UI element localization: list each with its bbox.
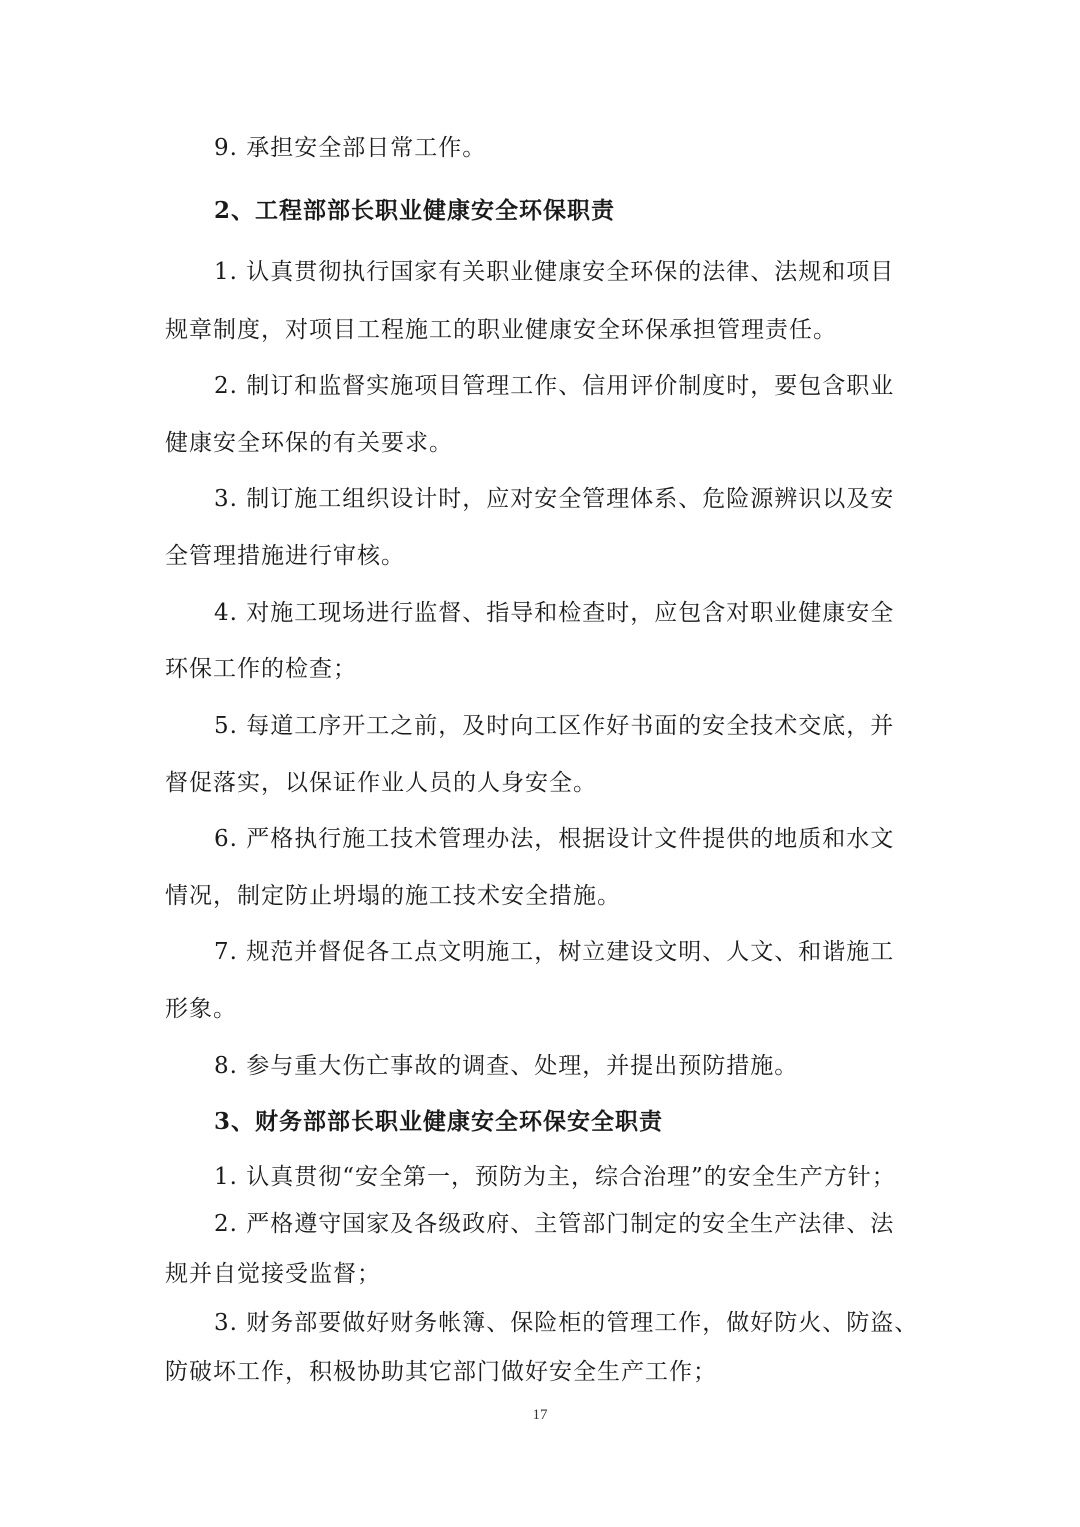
- section-heading: 3、财务部部长职业健康安全环保安全职责: [214, 1108, 664, 1135]
- text-line: 环保工作的检查；: [165, 656, 357, 682]
- text-line: 形象。: [165, 996, 237, 1022]
- text-line: 4. 对施工现场进行监督、指导和检查时，应包含对职业健康安全: [214, 600, 895, 626]
- text-line: 6. 严格执行施工技术管理办法，根据设计文件提供的地质和水文: [214, 826, 895, 852]
- text-line: 8. 参与重大伤亡事故的调查、处理，并提出预防措施。: [214, 1053, 799, 1079]
- text-line: 9. 承担安全部日常工作。: [214, 135, 487, 161]
- text-line: 3. 财务部要做好财务帐簿、保险柜的管理工作，做好防火、防盗、: [214, 1310, 919, 1336]
- text-line: 防破坏工作，积极协助其它部门做好安全生产工作；: [165, 1359, 717, 1385]
- text-line: 5. 每道工序开工之前，及时向工区作好书面的安全技术交底，并: [214, 713, 895, 739]
- section-heading: 2、工程部部长职业健康安全环保职责: [214, 197, 616, 224]
- text-line: 督促落实，以保证作业人员的人身安全。: [165, 770, 597, 796]
- text-line: 3. 制订施工组织设计时，应对安全管理体系、危险源辨识以及安: [214, 486, 895, 512]
- text-line: 1. 认真贯彻“安全第一，预防为主，综合治理”的安全生产方针；: [214, 1164, 896, 1190]
- text-line: 2. 制订和监督实施项目管理工作、信用评价制度时，要包含职业: [214, 373, 895, 399]
- text-line: 7. 规范并督促各工点文明施工，树立建设文明、人文、和谐施工: [214, 939, 895, 965]
- text-line: 1. 认真贯彻执行国家有关职业健康安全环保的法律、法规和项目: [214, 259, 895, 285]
- text-line: 情况，制定防止坍塌的施工技术安全措施。: [165, 883, 621, 909]
- text-line: 全管理措施进行审核。: [165, 543, 405, 569]
- text-line: 2. 严格遵守国家及各级政府、主管部门制定的安全生产法律、法: [214, 1211, 895, 1237]
- text-line: 健康安全环保的有关要求。: [165, 430, 453, 456]
- page-number: 17: [532, 1407, 548, 1423]
- text-line: 规章制度，对项目工程施工的职业健康安全环保承担管理责任。: [165, 317, 837, 343]
- text-line: 规并自觉接受监督；: [165, 1261, 381, 1287]
